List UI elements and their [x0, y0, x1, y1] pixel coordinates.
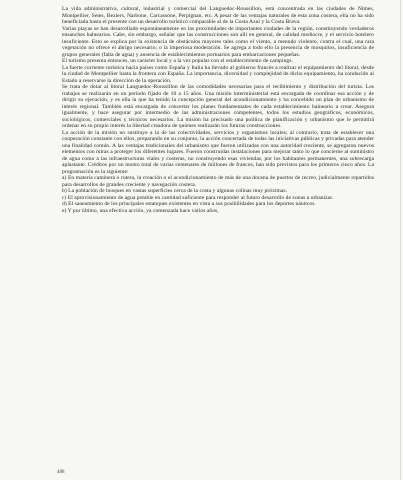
paragraph: La acción de la misión no sustituye a la de las colectividades, servicios y organismos locales; al contrario, trata de establecer una cooperación constante con ellos, preparando en su conjunto, la acción concertada de todas las iniciativas públicas y privadas para atender una finalidad común. A las ventajas tradicionales del urbanismo que fueron utilizadas con una autoridad creciente, se agregaron nuevos elementos con miras a proteger los diferentes lugares. Fueron construidas instalaciones para mejorar tanto lo que concierne al suministro de agua como a las infraestructuras viales y costeras, no construyendo esas viviendas, por los habitantes permanentes, una sobrecarga aplastante. Créditos por un monto total de varias centenares de millones de francos, han sido previstos para los primeros cinco años. La programación es la siguiente:	[62, 129, 374, 175]
body-text	[62, 6, 374, 214]
list-item: c) El aprovisionamiento de agua potable en cantidad suficiente para responder al futuro desarrollo de zonas a urbanizar.	[62, 194, 334, 201]
list-item: e) Y por último, una efectiva acción, ya comenzada hace varios años,	[62, 207, 219, 214]
paragraph: La fuerte corriente turística hacia países como España y Italia ha llevado al gobierno francés a realizar el equipamiento del litoral, desde la ciudad de Montpellier hasta la frontera con España. La importancia, diversidad y complejidad de dicho equipamiento, ha conducido al Estado a reservarse la dirección de la operación.	[62, 64, 374, 84]
page-number: 488	[57, 470, 65, 475]
paragraph: La vida administrativa, cultural, industrial y comercial del Languedoc-Roussillon, está concentrada en las ciudades de Nimes, Montpellier, Setes, Beziers, Narbone, Carcassone, Perpignan, etc. A pesar de las ventajas naturales de esta zona costera, ella no ha sido beneficiada hasta el presente con un desarrollo turístico comparable al de la Costa Azul y la Costa Brava.	[62, 6, 374, 25]
list-item: a) En materia caminera o rutera, la creación o el acondicionamiento de más de una docena de puertos de recreo, judicialmente repartidos para desarrollos de grandes creciente y navegación costera.	[62, 175, 374, 188]
page-edge	[400, 0, 401, 480]
list-item: b) La población de bosques en vastas superficies cerca de la costa y algunas colinas muy próximas.	[62, 188, 288, 194]
paragraph: El turismo presenta entonces, un carácter local y a la vez popular con el establecimiento de campings.	[62, 58, 293, 64]
paragraph: Varias playas se han desarrollado espontáneamente en las proximidades de importantes ciudades de la región, constituyendo verdaderos ensanches balnearios. Cabe, sin embargo, señalar que las construcciones son allí en general, de calidad mediocre, y el servicio hotelero insuficiente. Esto se explica por la existencia de obstáculos mayores tales como el viento, a menudo violento, contra el cual, una rara vegetación no ofrece el abrigo necesario; o la imperiosa moderación. Se agrega a todo ello la presencia de mosquitos, insuficiencia de grupos generales (falta de agua) y ausencia de establecimientos portuarios para embarcaciones pequeñas.	[62, 25, 374, 58]
list-item: d) El saneamiento de los principales estanques existentes en vista a sus posibilidades para los deportes náuticos.	[62, 201, 316, 207]
paragraph: Se trata de dotar al litoral Languedoc-Roussillon de las comodidades necesarias para el recibimiento y distribución del turista. Los trabajos se realizarán en un período fijado de 10 a 15 años. Una misión interministerial está encargada de coordinar esa acción y de dirigir su ejecución, y es ella la que ha tenido la concepción general del acondicionamiento y ha concebido un plan de urbanismo de interés regional. También está encargada de concertar los planes fundamentales de cada establecimiento balneario a crear. Asegura igualmente, y hace asegurar por intermedio de las administraciones competentes, todos los estudios geográficos, económicos, sociológicos, comerciales y técnicos necesarios. La misión ha precisado una política de planificación y urbanismo que le permitirá ordenar en su propio interés la libertad creadora de quienes realizarán los futuras construcciones.	[62, 84, 374, 129]
